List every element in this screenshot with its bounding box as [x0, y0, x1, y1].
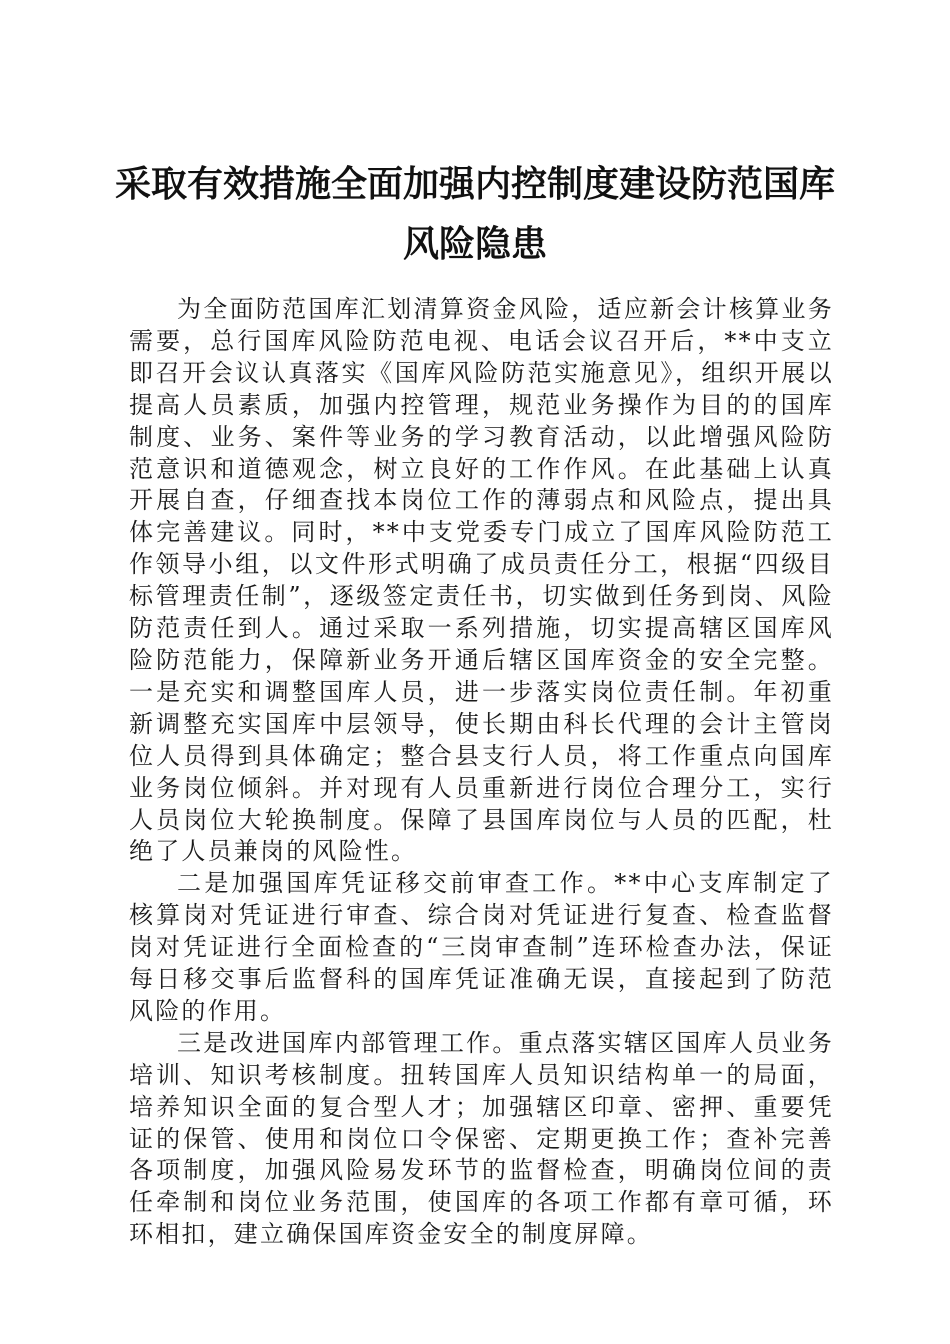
paragraph-1: 为全面防范国库汇划清算资金风险，适应新会计核算业务需要，总行国库风险防范电视、电话会议召开后，**中支立即召开会议认真落实《国库风险防范实施意见》，组织开展以提高人员素质，加强内控管理，规范业务操作为目的的国库制度、业务、案件等业务的学习教育活动，以此增强风险防范意识和道德观念，树立良好的工作作风。在此基础上认真开展自查，仔细查找本岗位工作的薄弱点和风险点，提出具体完善建议。同时，**中支党委专门成立了国库风险防范工作领导小组，以文件形式明确了成员责任分工，根据“四级目标管理责任制”，逐级签定责任书，切实做到任务到岗、风险防范责任到人。通过采取一系列措施，切实提高辖区国库风险防范能力，保障新业务开通后辖区国库资金的安全完整。一是充实和调整国库人员，进一步落实岗位责任制。年初重新调整充实国库中层领导，使长期由科长代理的会计主管岗位人员得到具体确定；整合县支行人员，将工作重点向国库业务岗位倾斜。并对现有人员重新进行岗位合理分工，实行人员岗位大轮换制度。保障了县国库岗位与人员的匹配，杜绝了人员兼岗的风险性。	[129, 295, 834, 866]
paragraph-3: 三是改进国库内部管理工作。重点落实辖区国库人员业务培训、知识考核制度。扭转国库人员知识结构单一的局面，培养知识全面的复合型人才；加强辖区印章、密押、重要凭证的保管、使用和岗位口令保密、定期更换工作；查补完善各项制度，加强风险易发环节的监督检查，明确岗位间的责任牵制和岗位业务范围，使国库的各项工作都有章可循，环环相扣，建立确保国库资金安全的制度屏障。	[129, 1028, 834, 1249]
document-title-line-1: 采取有效措施全面加强内控制度建设防范国库	[114, 163, 835, 205]
document-title-line-2: 风险隐患	[402, 223, 547, 265]
paragraph-2: 二是加强国库凭证移交前审查工作。**中心支库制定了核算岗对凭证进行审查、综合岗对凭证进行复查、检查监督岗对凭证进行全面检查的“三岗审查制”连环检查办法，保证每日移交事后监督科的国库凭证准确无误，直接起到了防范风险的作用。	[129, 869, 834, 1025]
document-body	[129, 294, 834, 1251]
